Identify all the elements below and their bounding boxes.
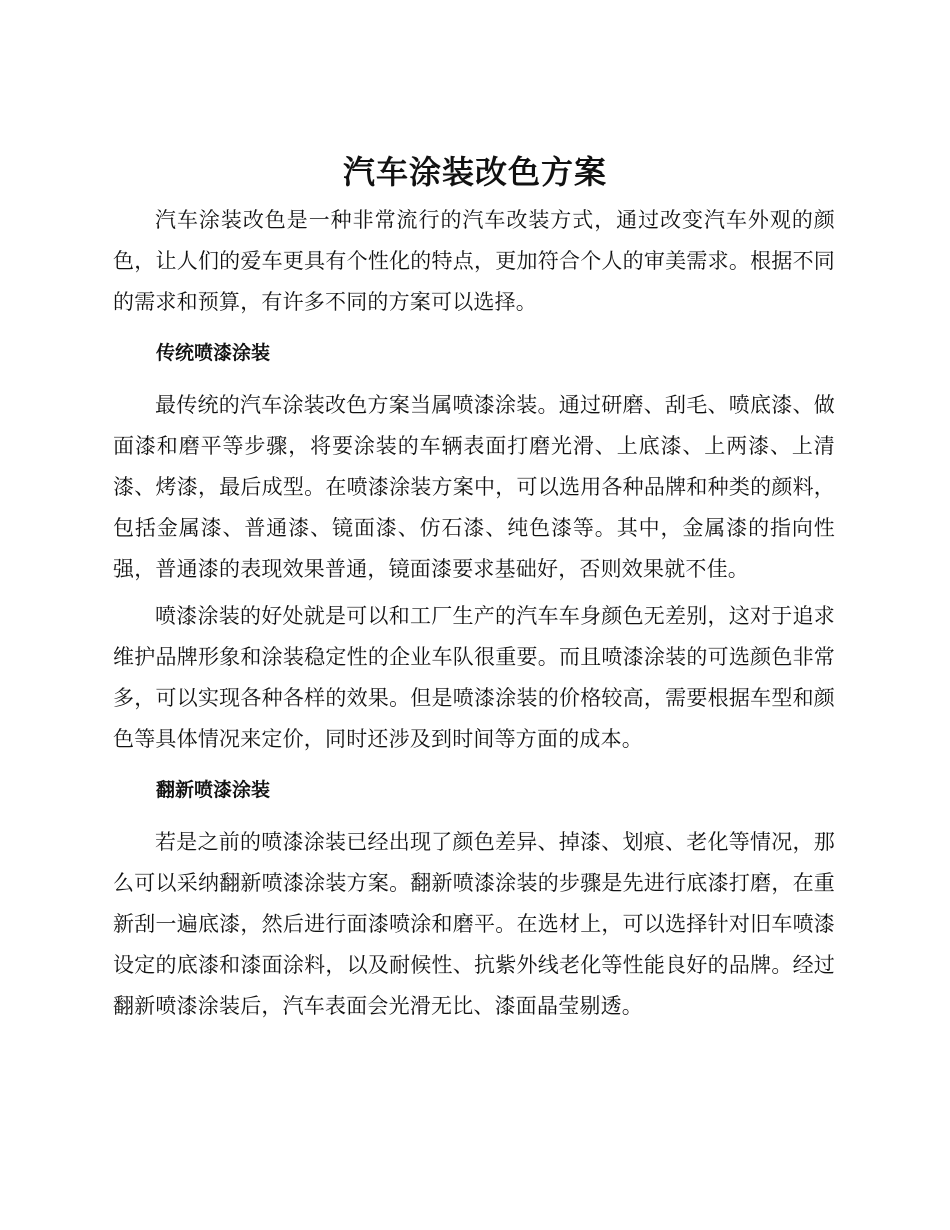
section-paragraph: 喷漆涂装的好处就是可以和工厂生产的汽车车身颜色无差别，这对于追求维护品牌形象和涂装稳定性的企业车队很重要。而且喷漆涂装的可选颜色非常多，可以实现各种各样的效果。但是喷漆涂装的价格较高，需要根据车型和颜色等具体情况来定价，同时还涉及到时间等方面的成本。 [113, 604, 835, 751]
section-heading-traditional-spray: 传统喷漆涂装 [156, 342, 271, 364]
section-heading-refurbish-spray: 翻新喷漆涂装 [156, 779, 271, 801]
document-body [113, 200, 835, 1033]
section-paragraph: 若是之前的喷漆涂装已经出现了颜色差异、掉漆、划痕、老化等情况，那么可以采纳翻新喷漆涂装方案。翻新喷漆涂装的步骤是先进行底漆打磨，在重新刮一遍底漆，然后进行面漆喷涂和磨平。在选材上，可以选择针对旧车喷漆设定的底漆和漆面涂料，以及耐候性、抗紫外线老化等性能良好的品牌。经过翻新喷漆涂装后，汽车表面会光滑无比、漆面晶莹剔透。 [113, 830, 835, 1018]
section-paragraph: 最传统的汽车涂装改色方案当属喷漆涂装。通过研磨、刮毛、喷底漆、做面漆和磨平等步骤，将要涂装的车辆表面打磨光滑、上底漆、上两漆、上清漆、烤漆，最后成型。在喷漆涂装方案中，可以选用各种品牌和种类的颜料，包括金属漆、普通漆、镜面漆、仿石漆、纯色漆等。其中，金属漆的指向性强，普通漆的表现效果普通，镜面漆要求基础好，否则效果就不佳。 [113, 393, 835, 581]
document-title: 汽车涂装改色方案 [342, 153, 607, 191]
intro-paragraph: 汽车涂装改色是一种非常流行的汽车改装方式，通过改变汽车外观的颜色，让人们的爱车更具有个性化的特点，更加符合个人的审美需求。根据不同的需求和预算，有许多不同的方案可以选择。 [113, 208, 835, 314]
